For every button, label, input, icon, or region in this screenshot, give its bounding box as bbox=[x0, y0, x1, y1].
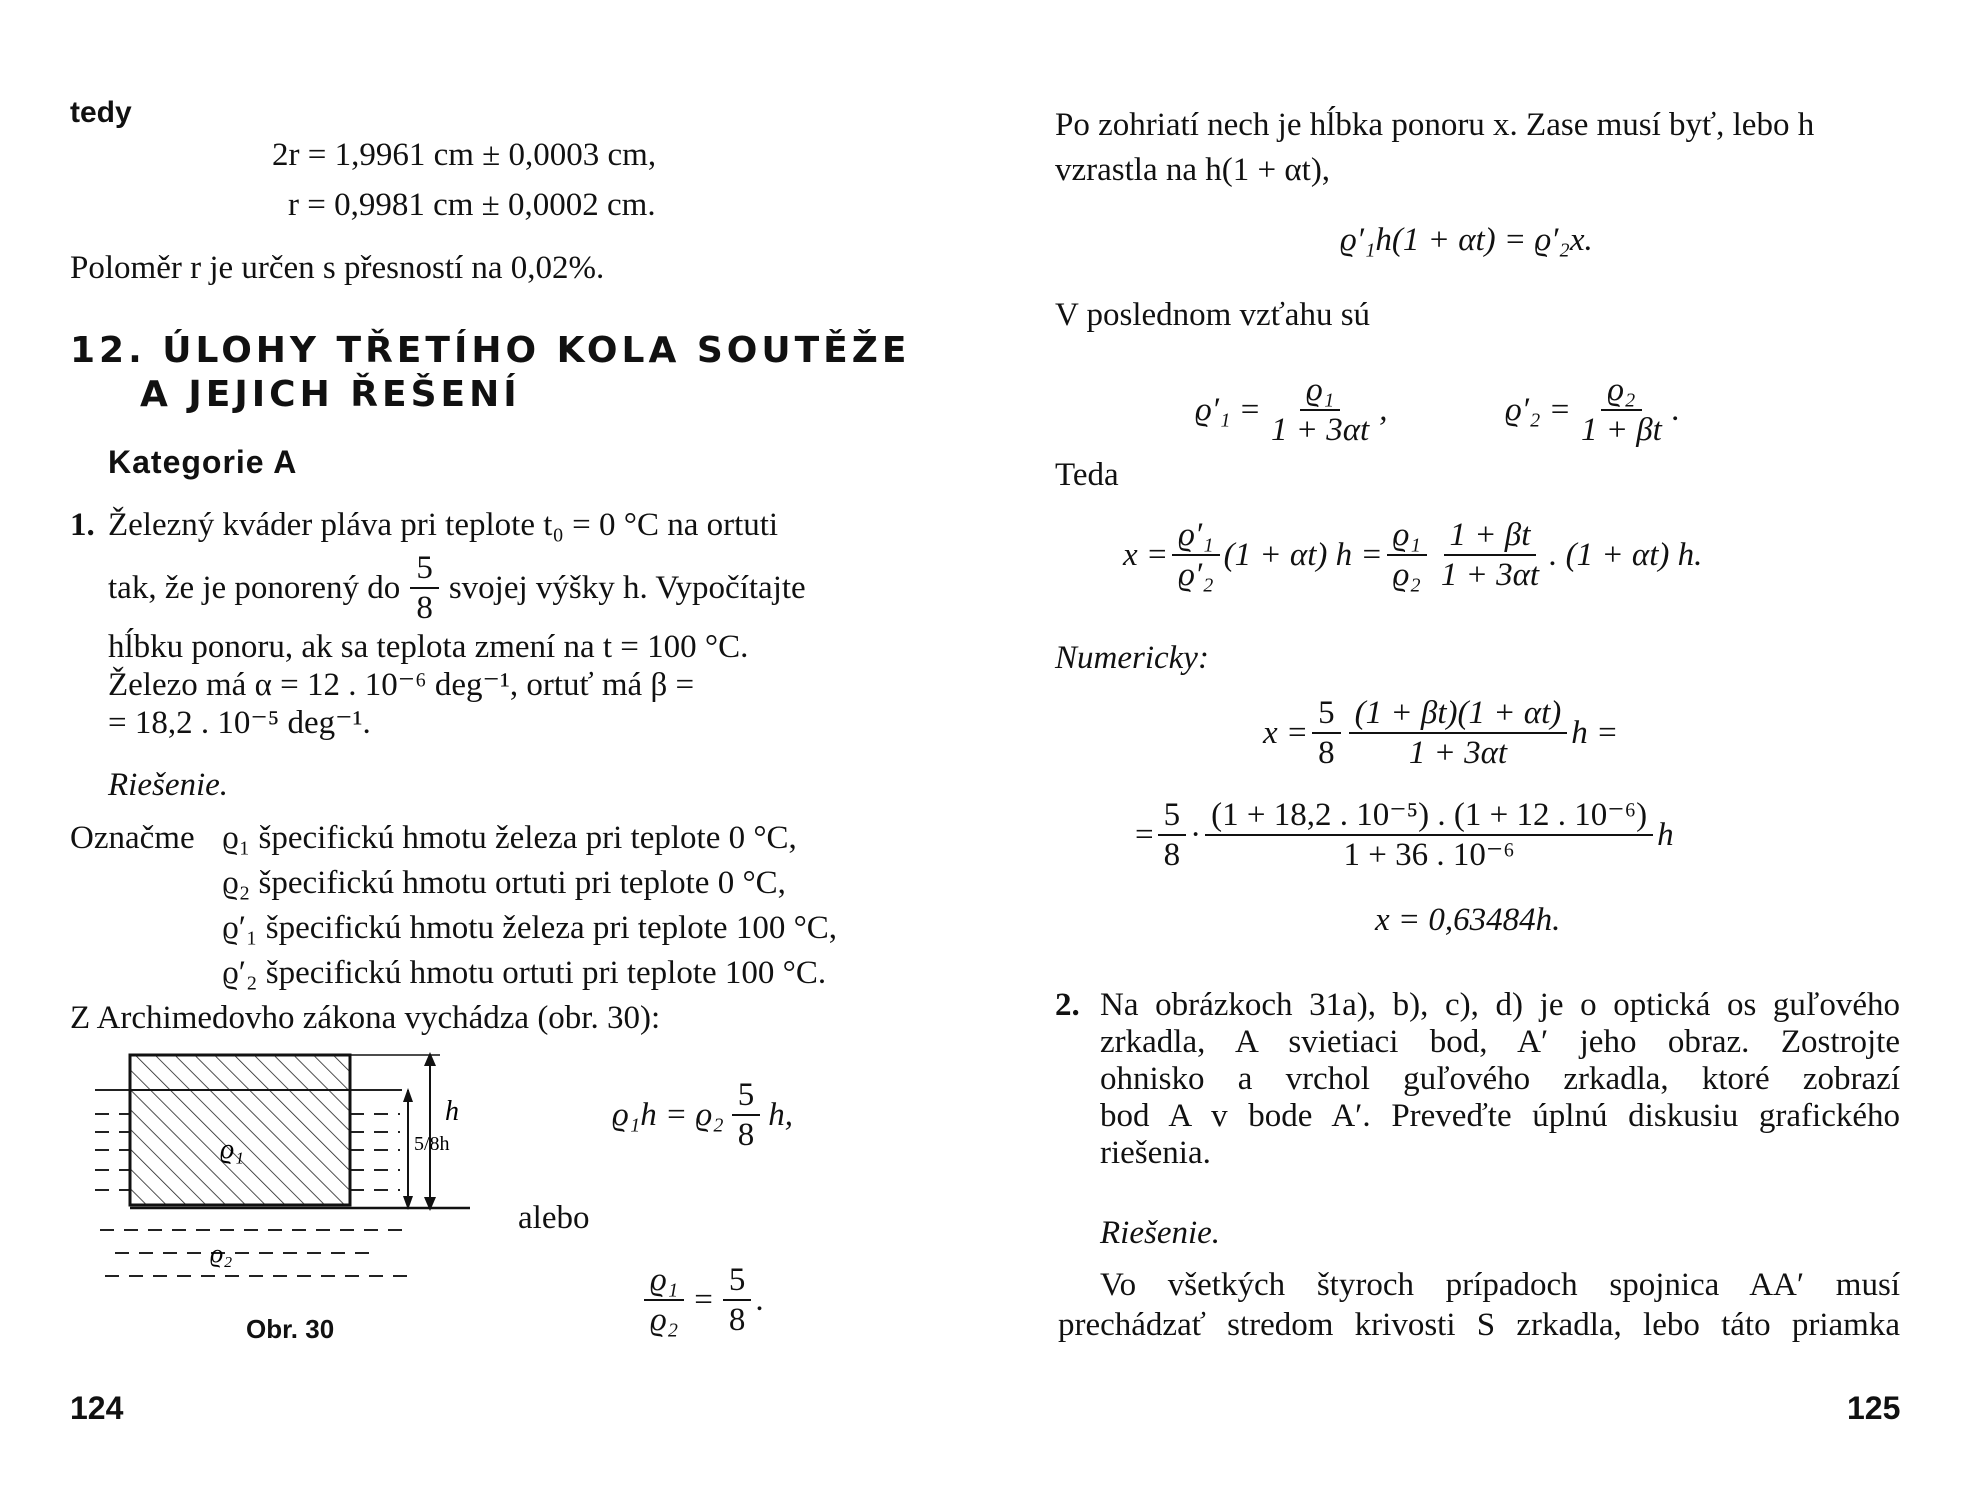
category-heading: Kategorie A bbox=[108, 444, 298, 480]
n1-rhs: h = bbox=[1571, 714, 1619, 751]
equation-r: r = 0,9981 cm ± 0,0002 cm. bbox=[288, 187, 656, 223]
x-fraction-1-numerator: ϱ′₁ bbox=[1172, 516, 1219, 556]
x-fraction-1-denominator: ϱ′₂ bbox=[1178, 557, 1214, 593]
equation-archimedes-lhs: ϱ₁h = ϱ₂ bbox=[612, 1097, 724, 1133]
x-fraction-3 bbox=[1435, 516, 1545, 594]
equation-rho1-prime bbox=[1195, 365, 1387, 455]
figure-caption: Obr. 30 bbox=[246, 1314, 335, 1344]
figure-30 bbox=[90, 1050, 510, 1300]
task2-line4: bod A v bode A′. Preveďte úplnú diskusiu grafického bbox=[1100, 1098, 1900, 1134]
n1-fraction bbox=[1349, 694, 1568, 772]
x-fraction-2-numerator: ϱ₁ bbox=[1387, 516, 1427, 556]
x-fraction-2-denominator: ϱ₂ bbox=[1392, 557, 1421, 593]
figure-label-five-eighths-h: 5/8h bbox=[414, 1133, 450, 1155]
n2-denominator: 1 + 36 . 10⁻⁶ bbox=[1343, 836, 1515, 873]
eqB-fraction bbox=[1575, 371, 1668, 449]
x-fraction-1 bbox=[1172, 516, 1219, 594]
n2-fraction bbox=[1205, 796, 1653, 874]
equation-archimedes bbox=[612, 1075, 793, 1155]
fraction-numerator: 5 bbox=[1158, 796, 1187, 836]
n1-lhs: x = bbox=[1263, 714, 1309, 751]
fraction-numerator: 5 bbox=[1312, 694, 1341, 734]
final-line2: prechádzať stredom krivosti S zrkadla, lebo táto priamka bbox=[1058, 1307, 1900, 1343]
eqA-lhs: ϱ′₁ = bbox=[1195, 392, 1261, 428]
task2-line3: ohnisko a vrchol guľového zrkadla, ktoré zobrazí bbox=[1100, 1061, 1900, 1097]
ratio-denominator: ϱ₂ bbox=[650, 1302, 679, 1338]
n2-numerator: (1 + 18,2 . 10⁻⁵) . (1 + 12 . 10⁻⁶) bbox=[1205, 796, 1653, 836]
definition-rho2: ϱ₂ špecifickú hmotu ortuti pri teplote 0 °C, bbox=[222, 865, 786, 901]
eqB-dot: . bbox=[1671, 392, 1681, 428]
ratio-equals: = bbox=[694, 1282, 713, 1318]
equation-heated: ϱ′₁h(1 + αt) = ϱ′₂x. bbox=[1340, 222, 1593, 258]
result-x: x = 0,63484h. bbox=[1375, 902, 1561, 938]
equation-archimedes-fraction bbox=[732, 1076, 761, 1154]
ratio-fraction bbox=[644, 1261, 684, 1339]
page-number-left: 124 bbox=[70, 1390, 124, 1426]
fraction-denominator: 8 bbox=[1318, 734, 1335, 771]
paragraph-line2: vzrastla na h(1 + αt), bbox=[1055, 152, 1331, 188]
definition-rho2-prime: ϱ′₂ špecifickú hmotu ortuti pri teplote 100 °C. bbox=[222, 955, 827, 991]
x-fraction-2 bbox=[1387, 516, 1427, 594]
n2-rhs: h bbox=[1657, 816, 1674, 853]
eqB-numerator: ϱ₂ bbox=[1601, 371, 1641, 411]
fraction-denominator: 8 bbox=[416, 590, 433, 626]
paragraph-line1: Po zohriatí nech je hĺbka ponoru x. Zase musí byť, lebo h bbox=[1055, 107, 1815, 143]
v-poslednom-text: V poslednom vzťahu sú bbox=[1055, 297, 1371, 333]
figure-label-rho2: ϱ₂ bbox=[210, 1239, 233, 1268]
fraction-five-eighths bbox=[410, 549, 439, 627]
x-fraction-3-numerator: 1 + βt bbox=[1444, 516, 1537, 556]
x-fraction-3-denominator: 1 + 3αt bbox=[1440, 557, 1540, 593]
n2-dot: · bbox=[1190, 816, 1202, 853]
x-mid: (1 + αt) h = bbox=[1223, 537, 1383, 573]
ratio-five-eighths bbox=[723, 1261, 752, 1339]
task1-line4: Železo má α = 12 . 10⁻⁶ deg⁻¹, ortuť má β = bbox=[108, 667, 695, 703]
task1-line5: = 18,2 . 10⁻⁵ deg⁻¹. bbox=[108, 705, 371, 741]
right-page bbox=[985, 0, 1970, 1500]
precision-sentence: Poloměr r je určen s přesností na 0,02%. bbox=[70, 250, 605, 286]
figure-label-rho1: ϱ₁ bbox=[220, 1134, 244, 1165]
equation-numeric-1 bbox=[1263, 685, 1618, 780]
n2-five-eighths bbox=[1158, 796, 1187, 874]
equation-2r: 2r = 1,9961 cm ± 0,0003 cm, bbox=[272, 137, 657, 173]
eqB-lhs: ϱ′₂ = bbox=[1505, 392, 1571, 428]
task1-line2b: svojej výšky h. Vypočítajte bbox=[448, 570, 806, 606]
section-heading-line1: 12. ÚLOHY TŘETÍHO KOLA SOUTĚŽE bbox=[70, 330, 911, 371]
figure-label-h: h bbox=[445, 1096, 459, 1127]
equation-ratio: $\frac{\text{ϱ₁}}{\text{ϱ₂}}$ = $\frac{5}{8}$ . bbox=[640, 1255, 764, 1345]
x-eq-lhs: x = bbox=[1123, 537, 1169, 573]
n1-denominator: 1 + 3αt bbox=[1408, 734, 1508, 771]
n1-numerator: (1 + βt)(1 + αt) bbox=[1349, 694, 1568, 734]
equation-rho2-prime bbox=[1505, 365, 1680, 455]
eqB-denominator: 1 + βt bbox=[1580, 412, 1662, 448]
fraction-numerator: 5 bbox=[732, 1076, 761, 1116]
word-oznacme: Označme bbox=[70, 820, 195, 856]
fraction-denominator: 8 bbox=[1163, 836, 1181, 873]
definition-rho1-prime: ϱ′₁ špecifickú hmotu železa pri teplote 100 °C, bbox=[222, 910, 838, 946]
fraction-numerator: 5 bbox=[410, 549, 439, 589]
final-line1: Vo všetkých štyroch prípadoch spojnica AA′ musí bbox=[1100, 1267, 1900, 1303]
task2-line1: Na obrázkoch 31a), b), c), d) je o optická os guľového bbox=[1100, 987, 1900, 1023]
task2-line2: zrkadla, A svietiaci bod, A′ jeho obraz. Zostrojte bbox=[1100, 1024, 1900, 1060]
archimedes-sentence: Z Archimedovho zákona vychádza (obr. 30): bbox=[70, 1000, 661, 1036]
task2-number: 2. bbox=[1055, 987, 1080, 1023]
fraction-numerator: 5 bbox=[723, 1261, 752, 1301]
task1-line1: Železný kváder pláva pri teplote t₀ = 0 °C na ortuti bbox=[108, 507, 779, 543]
section-heading-line2: A JEJICH ŘEŠENÍ bbox=[140, 374, 521, 415]
eqA-denominator: 1 + 3αt bbox=[1270, 412, 1370, 448]
solution-label: Riešenie. bbox=[108, 767, 229, 803]
solution-label-2: Riešenie. bbox=[1100, 1215, 1221, 1251]
task2-line5: riešenia. bbox=[1100, 1135, 1211, 1171]
task1-line2 bbox=[108, 548, 806, 628]
eqA-fraction bbox=[1265, 371, 1375, 449]
page-number-right: 125 bbox=[1847, 1390, 1901, 1426]
task1-number: 1. bbox=[70, 507, 95, 543]
n1-five-eighths bbox=[1312, 694, 1341, 772]
task1-line3: hĺbku ponoru, ak sa teplota zmení na t = 100 °C. bbox=[108, 629, 749, 665]
word-alebo: alebo bbox=[518, 1200, 590, 1236]
equation-x-symbolic bbox=[1123, 505, 1702, 605]
word-teda: Teda bbox=[1055, 457, 1119, 493]
x-end: . (1 + αt) h. bbox=[1549, 537, 1703, 573]
fraction-denominator: 8 bbox=[728, 1302, 746, 1338]
eqA-numerator: ϱ₁ bbox=[1300, 371, 1340, 411]
word-tedy: tedy bbox=[70, 96, 132, 129]
ratio-numerator: ϱ₁ bbox=[644, 1261, 684, 1301]
n2-lhs: = bbox=[1135, 816, 1154, 853]
fraction-denominator: 8 bbox=[737, 1117, 755, 1153]
eqA-comma: , bbox=[1379, 392, 1388, 428]
equation-numeric-2 bbox=[1135, 787, 1674, 882]
task1-line2a: tak, že je ponorený do bbox=[108, 570, 401, 606]
numerically-label: Numericky: bbox=[1055, 640, 1209, 676]
iron-block bbox=[130, 1055, 350, 1205]
equation-archimedes-rhs: h, bbox=[768, 1097, 793, 1133]
definition-rho1: ϱ₁ špecifickú hmotu železa pri teplote 0 °C, bbox=[222, 820, 797, 856]
